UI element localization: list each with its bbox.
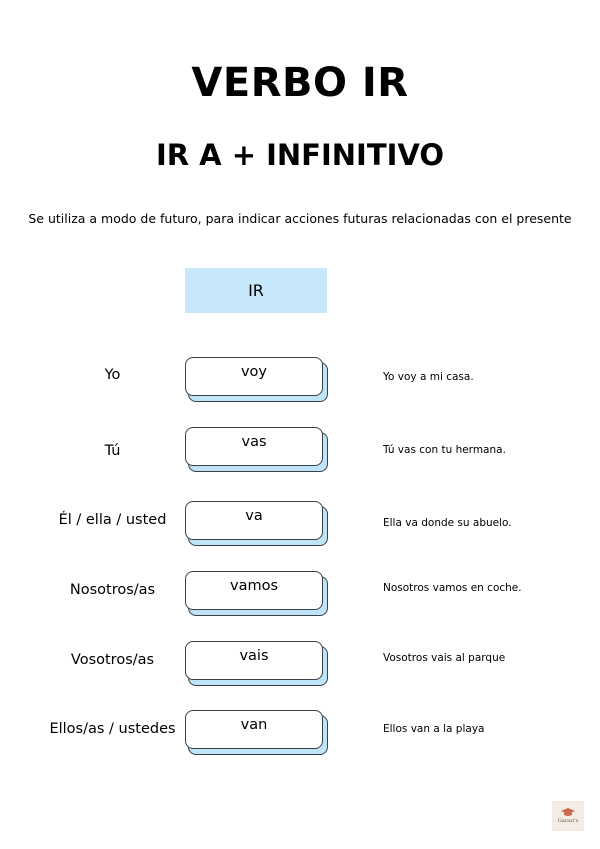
page-subtitle: IR A + INFINITIVO [155,138,445,172]
verb-box-face [185,571,323,610]
pronoun-label: Él / ella / usted [58,512,167,528]
example-sentence: Ellos van a la playa [383,723,485,735]
conjugation-row [0,427,600,473]
pronoun-label: Ellos/as / ustedes [49,721,176,737]
verb-form-box [185,357,328,403]
verb-form-box [185,427,328,473]
conjugation-row [0,641,600,687]
verb-form-box [185,710,328,756]
brand-logo [552,801,584,831]
logo-text: Garazi's [557,818,579,824]
graduation-cap-icon [561,808,575,818]
verb-form: vais [239,648,269,664]
verb-box-face [185,357,323,396]
verb-form: va [245,508,263,524]
verb-form-box [185,641,328,687]
usage-description: Se utiliza a modo de futuro, para indicar acciones futuras relacionadas con el presente [28,211,572,226]
example-sentence: Ella va donde su abuelo. [383,517,512,529]
pronoun-label: Tú [104,443,121,459]
verb-form: vamos [229,578,279,594]
verb-form: voy [240,364,268,380]
conjugation-row [0,571,600,617]
pronoun-label: Nosotros/as [69,582,156,598]
verb-header [185,268,327,313]
verb-form-box [185,571,328,617]
verb-box-face [185,710,323,749]
example-sentence: Yo voy a mi casa. [383,371,474,383]
conjugation-row [0,501,600,547]
verb-header-label: IR [248,281,264,300]
verb-form: van [240,717,268,733]
conjugation-row [0,357,600,403]
example-sentence: Tú vas con tu hermana. [383,444,506,456]
verb-box-face [185,501,323,540]
conjugation-row [0,710,600,756]
example-sentence: Nosotros vamos en coche. [383,582,522,594]
example-sentence: Vosotros vais al parque [383,652,506,664]
pronoun-label: Yo [104,367,121,383]
pronoun-label: Vosotros/as [70,652,155,668]
verb-box-face [185,641,323,680]
verb-form: vas [241,434,267,450]
verb-box-face [185,427,323,466]
page-title: VERBO IR [191,60,409,106]
verb-form-box [185,501,328,547]
